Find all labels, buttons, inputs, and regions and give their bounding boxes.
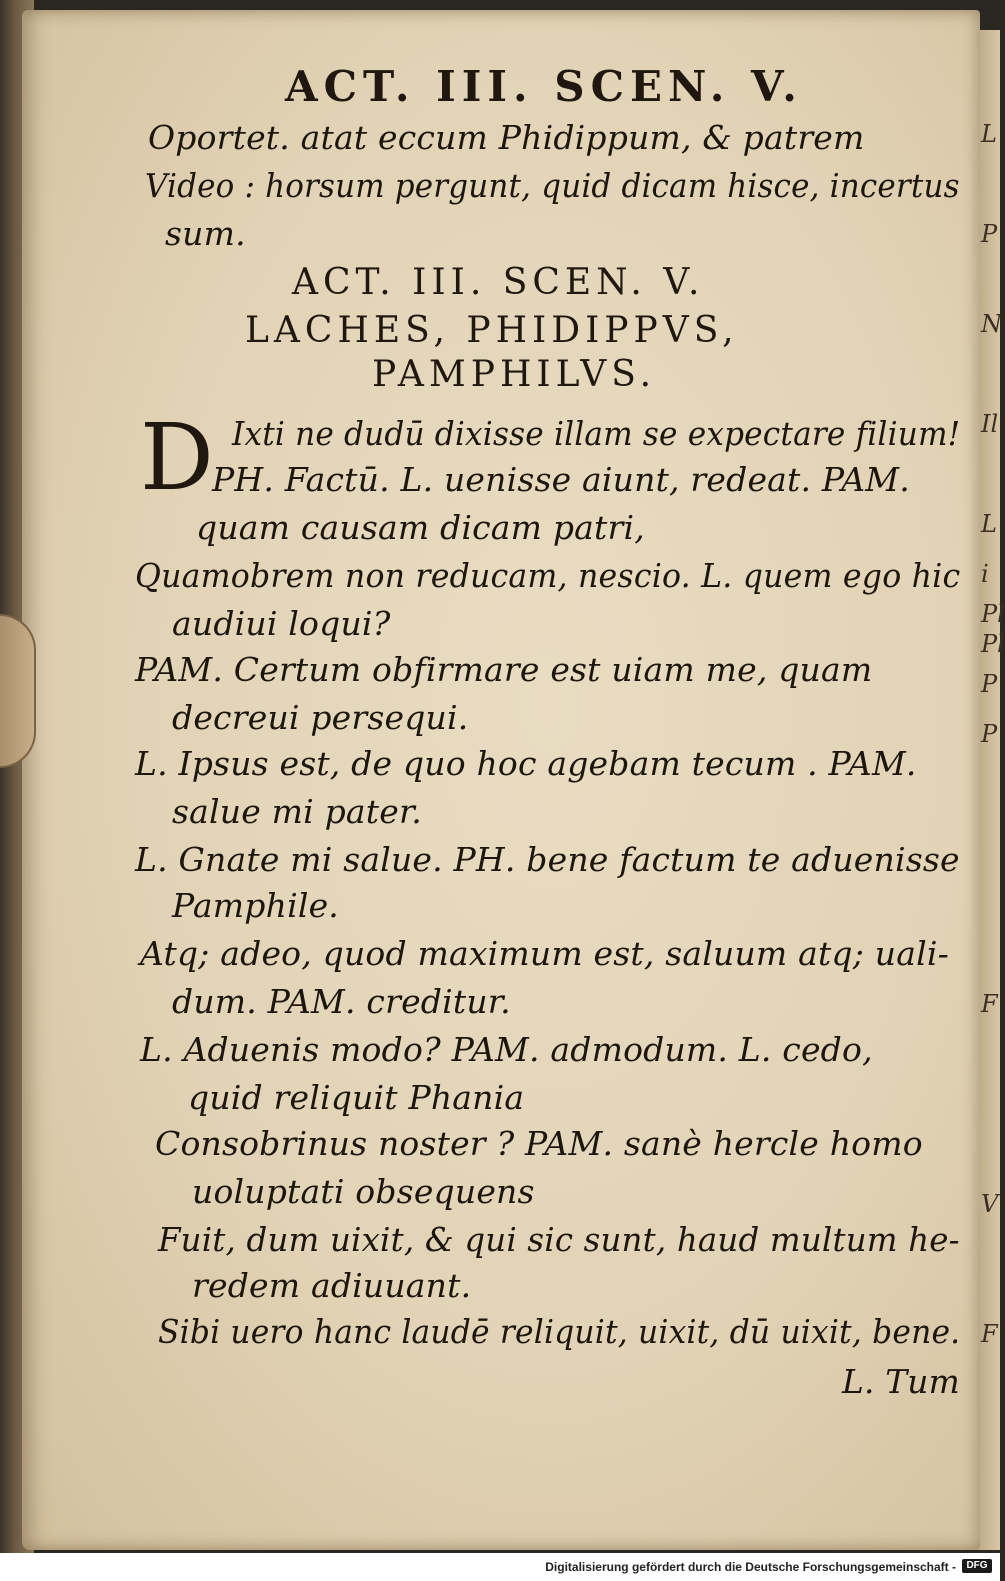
text-line: Quamobrem non reducam, nescio. L. quem ego hic bbox=[135, 556, 961, 595]
peek-letter: Pl bbox=[981, 630, 1005, 658]
peek-letter: F bbox=[981, 990, 998, 1018]
text-line: Pamphile. bbox=[172, 886, 339, 925]
running-head: ACT. III. SCEN. V. bbox=[285, 62, 803, 111]
text-line: Ixti ne dudū dixisse illam se expectare filium! bbox=[232, 414, 961, 453]
text-line: Video : horsum pergunt, quid dicam hisce, incertus bbox=[145, 166, 960, 205]
text-line: decreui persequi. bbox=[172, 698, 469, 737]
text-line: Sibi uero hanc laudē reliquit, uixit, dū uixit, bene. bbox=[158, 1312, 961, 1351]
text-line: Consobrinus noster ? PAM. sanè hercle homo bbox=[155, 1124, 923, 1163]
text-line: Fuit, dum uixit, & qui sic sunt, haud multum he- bbox=[158, 1220, 960, 1259]
text-line: Oportet. atat eccum Phidippum, & patrem bbox=[148, 118, 865, 157]
text-line: sum. bbox=[165, 214, 246, 253]
text-line: PAM. Certum obfirmare est uiam me, quam bbox=[135, 650, 873, 689]
peek-letter: N bbox=[981, 310, 1002, 338]
peek-letter: P bbox=[981, 220, 998, 248]
catchword: L. Tum bbox=[842, 1362, 960, 1401]
text-line: salue mi pater. bbox=[172, 792, 423, 831]
peek-letter: P bbox=[981, 720, 998, 748]
text-line: redem adiuuant. bbox=[192, 1266, 472, 1305]
peek-letter: V bbox=[981, 1190, 999, 1218]
text-line: PH. Factū. L. uenisse aiunt, redeat. PAM. bbox=[212, 460, 910, 499]
text-line: L. Ipsus est, de quo hoc agebam tecum . PAM. bbox=[135, 744, 917, 783]
peek-letter: L bbox=[981, 120, 997, 148]
peek-letter: F bbox=[981, 1320, 998, 1348]
scene-characters: PAMPHILVS. bbox=[372, 354, 657, 395]
scene-title: ACT. III. SCEN. V. bbox=[292, 262, 705, 303]
peek-letter: P bbox=[981, 670, 998, 698]
footer-credit: Digitalisierung gefördert durch die Deutsche Forschungsgemeinschaft - bbox=[545, 1560, 956, 1574]
clasp-shadow bbox=[0, 614, 36, 768]
text-line: quam causam dicam patri, bbox=[196, 508, 645, 547]
text-line: dum. PAM. creditur. bbox=[172, 982, 511, 1021]
drop-cap: D bbox=[140, 404, 214, 511]
digitization-footer bbox=[0, 1553, 1000, 1581]
peek-letter: Pl bbox=[981, 600, 1005, 628]
text-line: uoluptati obsequens bbox=[192, 1172, 535, 1211]
text-line: Atq; adeo, quod maximum est, saluum atq; uali- bbox=[140, 934, 949, 973]
peek-letter: Il bbox=[981, 410, 999, 438]
scene-characters: LACHES, PHIDIPPVS, bbox=[245, 310, 739, 351]
dfg-logo: DFG bbox=[962, 1559, 992, 1573]
peek-letter: L bbox=[981, 510, 997, 538]
text-line: audiui loqui? bbox=[172, 604, 391, 643]
text-line: L. Gnate mi salue. PH. bene factum te aduenisse bbox=[135, 840, 960, 879]
peek-letter: i bbox=[981, 560, 989, 588]
text-line: quid reliquit Phania bbox=[188, 1078, 525, 1117]
text-line: L. Aduenis modo? PAM. admodum. L. cedo, bbox=[140, 1030, 873, 1069]
